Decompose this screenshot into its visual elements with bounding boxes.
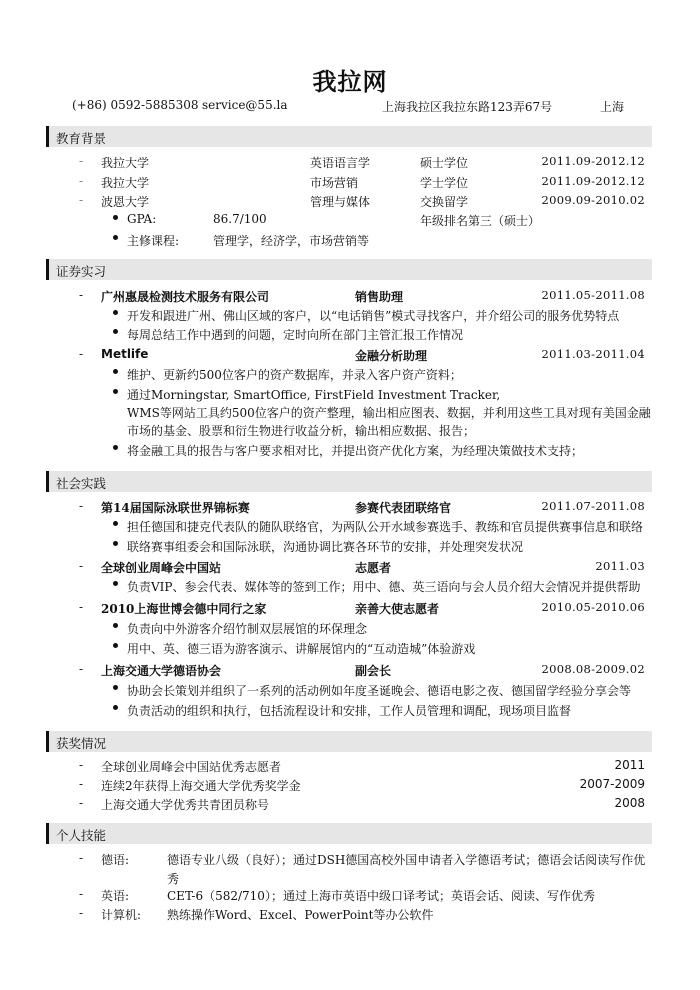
email: service@55.la (202, 98, 288, 112)
award-item: - 上海交通大学优秀共青团员称号 2008 (79, 796, 645, 812)
bullet-text: 负责活动的组织和执行，包括流程设计和安排，工作人员管理和调配，现场项目监督 (127, 704, 572, 718)
phone: (+86) 0592-5885308 (72, 98, 199, 112)
section-title: 社会实践 (56, 476, 107, 491)
social-bullet (0, 538, 700, 556)
job-bullet (0, 326, 700, 344)
social-header: - 全球创业周峰会中国站 志愿者 2011.03 (79, 559, 645, 575)
bullet-icon (113, 685, 118, 690)
skill-label: 德语: (101, 853, 130, 867)
bullet-text: WMS等网站工具约500位客户的资产整理，输出相应图表、数据，并利用这些工具对现有美国金融 (127, 406, 651, 420)
major: 管理与媒体 (310, 195, 371, 209)
award-name: 全球创业周峰会中国站优秀志愿者 (101, 760, 282, 774)
date: 2009.09-2010.02 (541, 193, 645, 207)
bullet-icon (113, 643, 118, 648)
company: Metlife (101, 347, 149, 361)
resume-name: 我拉网 (312, 67, 388, 96)
job-header: - Metlife 金融分析助理 2011.03-2011.04 (79, 347, 645, 363)
bullet-icon (113, 389, 118, 394)
company: 广州惠晟检测技术服务有限公司 (101, 290, 270, 304)
date: 2011.09-2012.12 (541, 154, 645, 168)
bullet-text: 协助会长策划并组织了一系列的活动例如年度圣诞晚会、德语电影之夜、德国留学经验分享会等 (127, 684, 632, 698)
bullet-text: 开发和跟进广州、佛山区域的客户，以“电话销售”模式寻找客户，并介绍公司的服务优势特点 (127, 309, 620, 323)
award-name: 上海交通大学优秀共青团员称号 (101, 798, 270, 812)
job-bullet (0, 307, 700, 325)
section-title: 获奖情况 (56, 736, 107, 751)
social-bullet (0, 640, 700, 658)
social-header: - 2010上海世博会德中同行之家 亲善大使志愿者 2010.05-2010.06 (79, 600, 645, 616)
section-awards (46, 731, 652, 752)
date: 2011.09-2012.12 (541, 174, 645, 188)
bullet-icon (113, 541, 118, 546)
job-header: - 广州惠晟检测技术服务有限公司 销售助理 2011.05-2011.08 (79, 288, 645, 304)
skill-label: 英语: (101, 889, 130, 903)
degree: 硕士学位 (420, 156, 469, 170)
role: 销售助理 (355, 290, 404, 304)
bullet-text: 担任德国和捷克代表队的随队联络官，为两队公开水域参赛选手、教练和官员提供赛事信息和联络 (127, 520, 644, 534)
award-year: 2011 (614, 758, 645, 772)
major: 英语语言学 (310, 156, 371, 170)
bullet-icon (113, 581, 118, 586)
bullet-icon (113, 445, 118, 450)
major: 市场营销 (310, 176, 359, 190)
role: 参赛代表团联络官 (355, 501, 452, 515)
bullet-icon (113, 215, 118, 220)
social-bullet (0, 518, 700, 536)
date: 2008.08-2009.02 (541, 662, 645, 676)
job-bullet (0, 386, 700, 404)
date: 2011.03-2011.04 (541, 347, 645, 361)
job-bullet (0, 366, 700, 384)
date: 2011.07-2011.08 (541, 499, 645, 513)
job-bullet (0, 442, 700, 460)
courses-label: 主修课程: (127, 234, 180, 248)
bullet-icon (113, 623, 118, 628)
gpa-value: 86.7/100 (213, 212, 267, 226)
bullet-text: 市场的基金、股票和衍生物进行收益分析，输出相应数据、报告； (127, 424, 476, 438)
bullet-icon (113, 521, 118, 526)
skill-value: CET-6（582/710）；通过上海市英语中级口译考试；英语会话、阅读、写作优秀 (167, 889, 595, 903)
section-title: 教育背景 (56, 131, 107, 146)
job-bullet-cont (0, 422, 700, 440)
date: 2011.03 (595, 559, 645, 573)
org: 第14届国际泳联世界锦标赛 (101, 501, 250, 515)
education-item: - 波恩大学 管理与媒体 交换留学 2009.09-2010.02 (79, 193, 645, 209)
job-bullet-cont (0, 404, 700, 422)
bullet-icon (113, 329, 118, 334)
section-title: 个人技能 (56, 828, 107, 843)
bullet-text: 负责VIP、参会代表、媒体等的签到工作；用中、德、英三语向与会人员介绍大会情况并提供帮助 (127, 580, 641, 594)
bullet-text: 联络赛事组委会和国际泳联，沟通协调比赛各环节的安排，并处理突发状况 (127, 540, 524, 554)
section-skills (46, 823, 652, 844)
degree: 交换留学 (420, 195, 469, 209)
bullet-text: 通过Morningstar, SmartOffice, FirstField Investment Tracker, (127, 388, 501, 402)
bullet-icon (113, 310, 118, 315)
social-bullet (0, 578, 700, 596)
social-bullet (0, 702, 700, 720)
skill-value: 熟练操作Word、Excel、PowerPoint等办公软件 (167, 908, 434, 922)
org: 2010上海世博会德中同行之家 (101, 602, 267, 616)
city: 上海 (600, 100, 625, 114)
bullet-text: 维护、更新约500位客户的资产数据库，并录入客户资产资料； (127, 368, 462, 382)
award-name: 连续2年获得上海交通大学优秀奖学金 (101, 779, 301, 793)
award-year: 2007-2009 (579, 777, 645, 791)
award-item: - 全球创业周峰会中国站优秀志愿者 2011 (79, 758, 645, 774)
org: 全球创业周峰会中国站 (101, 561, 222, 575)
bullet-icon (113, 235, 118, 240)
education-item: - 我拉大学 市场营销 学士学位 2011.09-2012.12 (79, 174, 645, 190)
section-education (46, 126, 652, 147)
bullet-icon (113, 705, 118, 710)
date: 2011.05-2011.08 (541, 288, 645, 302)
rank: 年级排名第三（硕士） (420, 214, 541, 228)
gpa-label: GPA: (127, 212, 157, 226)
section-internship (46, 259, 652, 280)
degree: 学士学位 (420, 176, 469, 190)
courses-value: 管理学，经济学，市场营销等 (213, 234, 370, 248)
bullet-text: 负责向中外游客介绍竹制双层展馆的环保理念 (127, 622, 368, 636)
role: 志愿者 (355, 561, 392, 575)
social-bullet (0, 620, 700, 638)
award-item: - 连续2年获得上海交通大学优秀奖学金 2007-2009 (79, 777, 645, 793)
section-title: 证券实习 (56, 264, 107, 279)
skill-item: - 计算机: 熟练操作Word、Excel、PowerPoint等办公软件 (79, 906, 434, 922)
section-social (46, 471, 652, 492)
role: 副会长 (355, 664, 392, 678)
address: 上海我拉区我拉东路123弄67号 (382, 100, 553, 114)
social-header: - 第14届国际泳联世界锦标赛 参赛代表团联络官 2011.07-2011.08 (79, 499, 645, 515)
school: 我拉大学 (101, 176, 150, 190)
role: 亲善大使志愿者 (355, 602, 440, 616)
social-header: - 上海交通大学德语协会 副会长 2008.08-2009.02 (79, 662, 645, 678)
courses-row (0, 232, 700, 250)
bullet-text: 用中、英、德三语为游客演示、讲解展馆内的“互动造城”体验游戏 (127, 642, 476, 656)
skill-item: - 德语: 德语专业八级（良好）；通过DSH德国高校外国申请者入学德语考试；德语会话阅读写作优秀 (0, 851, 700, 889)
award-year: 2008 (614, 796, 645, 810)
social-bullet (0, 682, 700, 700)
gpa-row (0, 212, 700, 230)
bullet-text: 每周总结工作中遇到的问题，定时向所在部门主管汇报工作情况 (127, 328, 464, 342)
date: 2010.05-2010.06 (541, 600, 645, 614)
education-item: - 我拉大学 英语语言学 硕士学位 2011.09-2012.12 (79, 154, 645, 170)
role: 金融分析助理 (355, 349, 428, 363)
skill-item: - 英语: CET-6（582/710）；通过上海市英语中级口译考试；英语会话、阅读、写作优秀 (79, 887, 595, 903)
school: 波恩大学 (101, 195, 150, 209)
bullet-icon (113, 369, 118, 374)
skill-label: 计算机: (101, 908, 142, 922)
bullet-text: 将金融工具的报告与客户要求相对比，并提出资产优化方案，为经理决策做技术支持； (127, 444, 584, 458)
school: 我拉大学 (101, 156, 150, 170)
org: 上海交通大学德语协会 (101, 664, 222, 678)
skill-value: 德语专业八级（良好）；通过DSH德国高校外国申请者入学德语考试；德语会话阅读写作优秀 (167, 853, 646, 886)
